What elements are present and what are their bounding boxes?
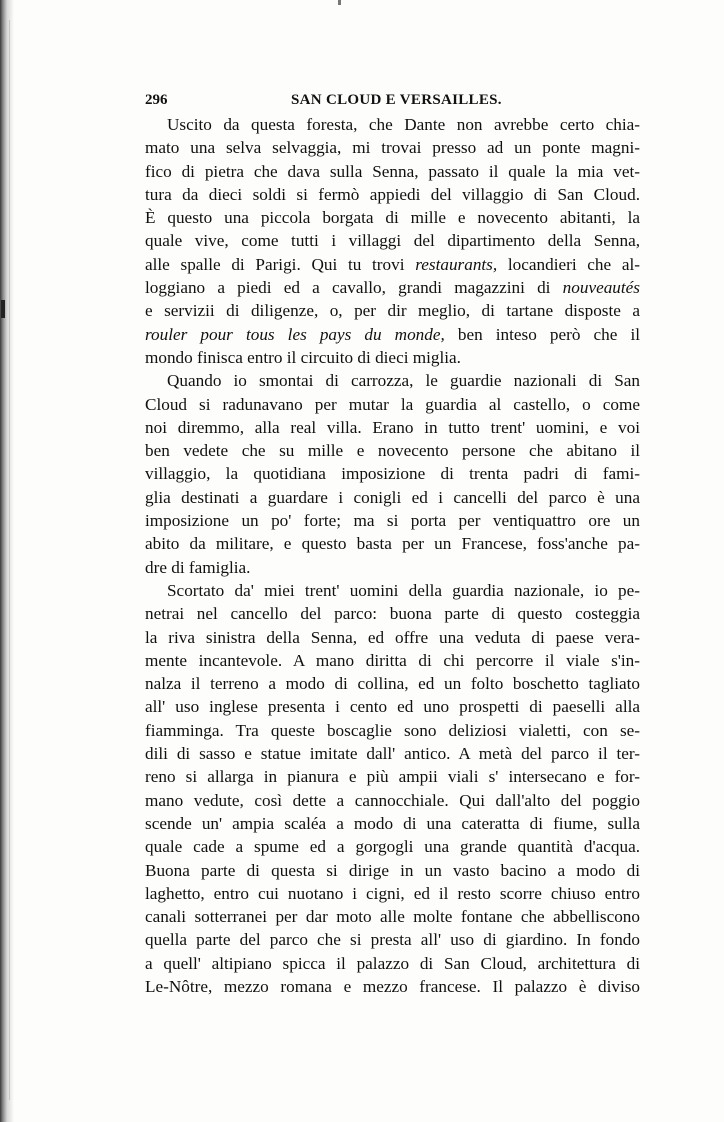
text-line: quale vive, come tutti i villaggi del dipartimento della Senna, (145, 231, 640, 251)
spine-mark (1, 300, 5, 318)
text-line: mato una selva selvaggia, mi trovai presso ad un ponte magni- (145, 138, 640, 158)
text-line: dili di sasso e statue imitate dall' antico. A metà del parco il ter- (145, 744, 640, 764)
text-line: Quando io smontai di carrozza, le guardie nazionali di San (167, 371, 640, 391)
body-text (145, 113, 640, 998)
text-line: quella parte del parco che si presta all' uso di giardino. In fondo (145, 930, 640, 950)
text-line: canali sotterranei per dar moto alle molte fontane che abbelliscono (145, 907, 640, 927)
top-mark (338, 0, 341, 5)
text-line: reno si allarga in pianura e più ampii viali s' intersecano e for- (145, 767, 640, 787)
running-head (145, 89, 502, 111)
text-line: dre di famiglia. (145, 557, 251, 577)
text-line: netrai nel cancello del parco: buona parte di questo costeggia (145, 604, 640, 624)
spine-shadow (0, 0, 14, 1122)
text-line: alle spalle di Parigi. Qui tu trovi restaurants, locandieri che al- (145, 254, 640, 274)
text-line: Scortato da' miei trent' uomini della guardia nazionale, io pe- (167, 580, 640, 600)
text-line: Le-Nôtre, mezzo romana e mezzo francese. Il palazzo è diviso (145, 976, 640, 996)
text-line: glia destinati a guardare i conigli ed i cancelli del parco è una (145, 487, 640, 507)
text-line: Uscito da questa foresta, che Dante non avrebbe certo chia- (167, 115, 640, 134)
text-line: mano vedute, così dette a cannocchiale. Qui dall'alto del poggio (145, 790, 640, 810)
text-line: Cloud si radunavano per mutar la guardia al castello, o come (145, 394, 640, 414)
text-line: scende un' ampia scaléa a modo di una cateratta di fiume, sulla (145, 813, 640, 833)
page-number: 296 (145, 92, 168, 108)
text-line: mente incantevole. A mano diritta di chi percorre il viale s'in- (145, 650, 640, 670)
text-line: quale cade a spume ed a gorgogli una grande quantità d'acqua. (145, 837, 640, 857)
text-line: Buona parte di questa si dirige in un vasto bacino a modo di (145, 860, 640, 880)
text-line: tura da dieci soldi si fermò appiedi del villaggio di San Cloud. (145, 184, 640, 204)
text-line: la riva sinistra della Senna, ed offre una veduta di paese vera- (145, 627, 640, 647)
running-title: SAN CLOUD E VERSAILLES. (291, 92, 502, 108)
text-line: fico di pietra che dava sulla Senna, passato il quale la mia vet- (145, 161, 640, 181)
text-line: a quell' altipiano spicca il palazzo di San Cloud, architettura di (145, 953, 640, 973)
text-line: ben vedete che su mille e novecento persone che abitano il (145, 441, 640, 461)
text-line: nalza il terreno a modo di collina, ed un folto boschetto tagliato (145, 674, 640, 694)
text-line: laghetto, entro cui nuotano i cigni, ed il resto scorre chiuso entro (145, 883, 640, 903)
text-line: loggiano a piedi ed a cavallo, grandi magazzini di nouveautés (145, 278, 640, 298)
spine-line (9, 20, 10, 1100)
text-line: all' uso inglese presenta i cento ed uno prospetti di paeselli alla (145, 697, 640, 717)
text-line: e servizii di diligenze, o, per dir meglio, di tartane disposte a (145, 301, 640, 321)
text-line: fiamminga. Tra queste boscaglie sono deliziosi vialetti, con se- (145, 720, 640, 740)
text-line: rouler pour tous les pays du monde, ben inteso però che il (145, 324, 640, 344)
text-line: mondo finisca entro il circuito di dieci miglia. (145, 347, 461, 367)
text-line: villaggio, la quotidiana imposizione di trenta padri di fami- (145, 464, 640, 484)
text-line: abito da militare, e questo basta per un Francese, foss'anche pa- (145, 534, 640, 554)
text-line: noi diremmo, alla real villa. Erano in tutto trent' uomini, e voi (145, 417, 640, 437)
text-line: È questo una piccola borgata di mille e novecento abitanti, la (145, 208, 640, 228)
text-line: imposizione un po' forte; ma si porta per ventiquattro ore un (145, 511, 640, 531)
